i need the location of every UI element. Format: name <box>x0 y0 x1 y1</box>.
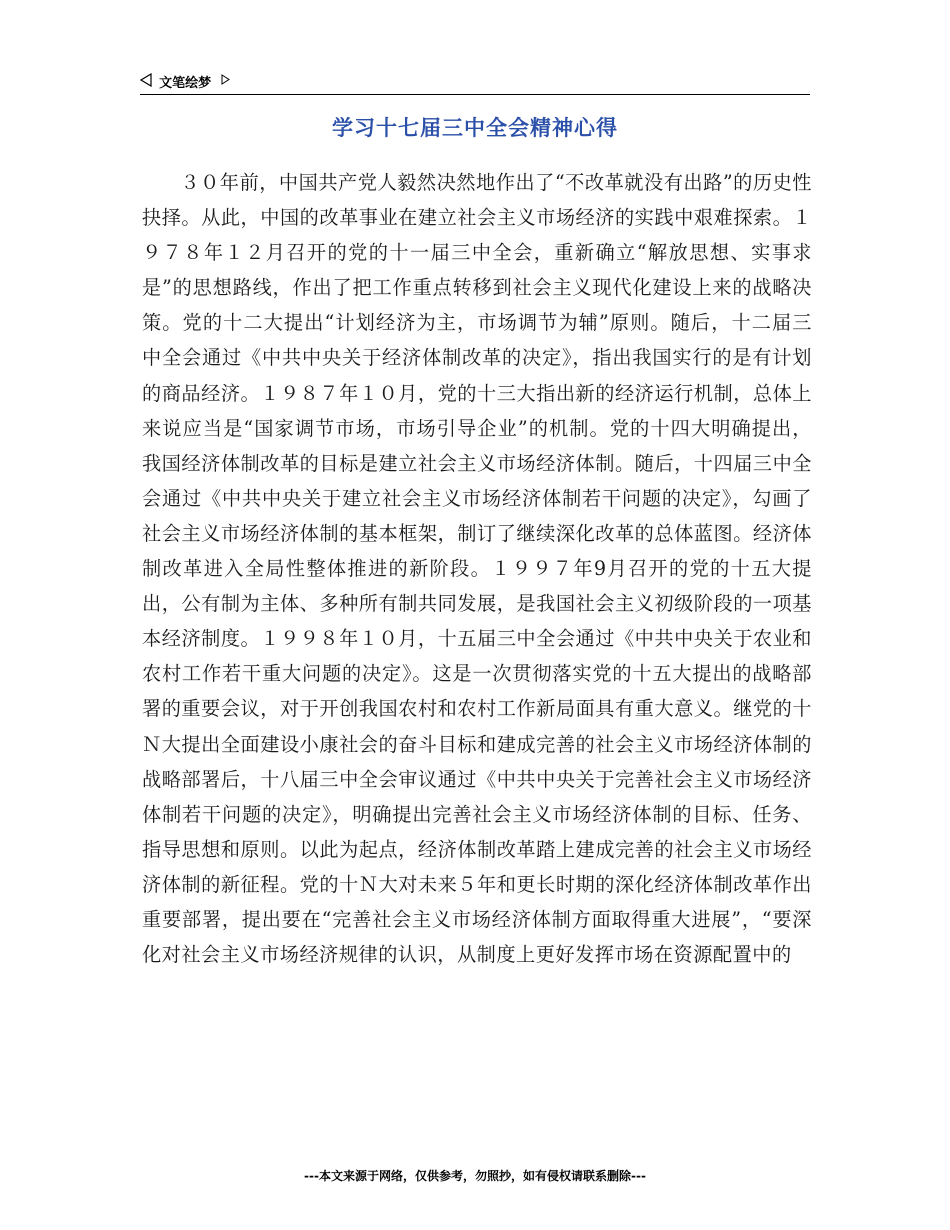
header-brand: 文笔绘梦 <box>159 76 212 91</box>
footer-disclaimer: ---本文来源于网络，仅供参考，勿照抄，如有侵权请联系删除--- <box>304 1169 646 1183</box>
triangle-left-icon <box>140 73 152 91</box>
page-header <box>140 72 810 95</box>
body-paragraph: ３０年前，中国共产党人毅然决然地作出了“不改革就没有出路”的历史性抉择。从此，中国的改革事业在建立社会主义市场经济的实践中艰难探索。１９７８年１２月召开的党的十一届三中全会，重新确立“解放思想、实事求是”的思想路线，作出了把工作重点转移到社会主义现代化建设上来的战略决策。党的十二大提出“计划经济为主，市场调节为辅”原则。随后，十二届三中全会通过《中共中央关于经济体制改革的决定》，指出我国实行的是有计划的商品经济。１９８７年１０月，党的十三大指出新的经济运行机制，总体上来说应当是“国家调节市场，市场引导企业”的机制。党的十四大明确提出，我国经济体制改革的目标是建立社会主义市场经济体制。随后，十四届三中全会通过《中共中央关于建立社会主义市场经济体制若干问题的决定》，勾画了社会主义市场经济体制的基本框架，制订了继续深化改革的总体蓝图。经济体制改革进入全局性整体推进的新阶段。１９９７年9月召开的党的十五大提出，公有制为主体、多种所有制共同发展，是我国社会主义初级阶段的一项基本经济制度。１９９８年１０月，十五届三中全会通过《中共中央关于农业和农村工作若干重大问题的决定》。这是一次贯彻落实党的十五大提出的战略部署的重要会议，对于开创我国农村和农村工作新局面具有重大意义。继党的十Ｎ大提出全面建设小康社会的奋斗目标和建成完善的社会主义市场经济体制的战略部署后，十八届三中全会审议通过《中共中央关于完善社会主义市场经济体制若干问题的决定》，明确提出完善社会主义市场经济体制的目标、任务、指导思想和原则。以此为起点，经济体制改革踏上建成完善的社会主义市场经济体制的新征程。党的十Ｎ大对未来５年和更长时期的深化经济体制改革作出重要部署，提出要在“完善社会主义市场经济体制方面取得重大进展”，“要深化对社会主义市场经济规律的认识，从制度上更好发挥市场在资源配置中的 <box>142 171 812 967</box>
triangle-right-icon <box>221 74 230 89</box>
document-title: 学习十七届三中全会精神心得 <box>332 116 618 140</box>
